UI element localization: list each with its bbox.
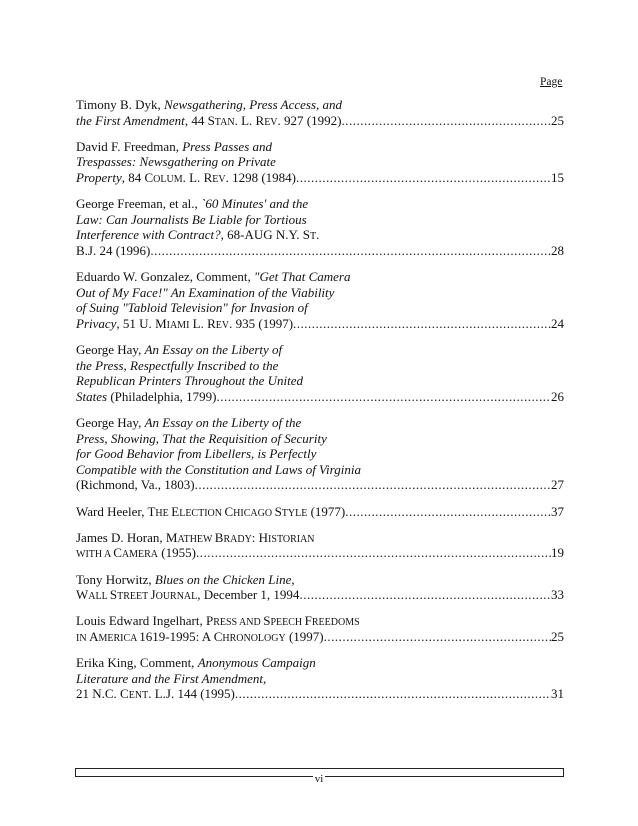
entry-last-line: 21 N.C. CENT. L.J. 144 (1995) ..... 31 <box>76 686 564 702</box>
entry-line: George Hay, An Essay on the Liberty of the <box>76 415 302 431</box>
page-reference: 33 <box>551 587 564 603</box>
authority-entry <box>76 655 564 702</box>
entry-line: the Press, Respectfully Inscribed to the <box>76 357 279 373</box>
entry-line: Out of My Face!" An Examination of the Viability <box>76 284 335 300</box>
dot-leader <box>296 170 551 186</box>
dot-leader <box>195 477 551 493</box>
entry-line: Timony B. Dyk, Newsgathering, Press Access, and <box>76 97 343 112</box>
entry-last-line: the First Amendment, 44 STAN. L. REV. 927 (1992) ..... 25 <box>76 113 564 129</box>
entry-line: Louis Edward Ingelhart, PRESS AND SPEECH FREEDOMS <box>76 613 360 629</box>
entry-line: George Hay, An Essay on the Liberty of <box>76 342 283 358</box>
page-reference: 15 <box>551 169 564 185</box>
entry-line: David F. Freedman, Press Passes and <box>76 138 272 154</box>
dot-leader <box>324 629 551 645</box>
entry-line: Literature and the First Amendment, <box>76 670 267 686</box>
dot-leader <box>341 113 551 129</box>
authority-entry <box>76 613 564 644</box>
dot-leader <box>345 504 551 520</box>
page-reference: 28 <box>551 242 564 258</box>
dot-leader <box>150 243 551 259</box>
entry-line: James D. Horan, MATHEW BRADY: HISTORIAN <box>76 529 315 545</box>
page-reference: 37 <box>551 503 564 519</box>
entry-last-line: B.J. 24 (1996) ..... 28 <box>76 243 564 259</box>
entry-last-line: IN AMERICA 1619-1995: A CHRONOLOGY (1997) ..... 25 <box>76 629 564 645</box>
entry-last-line: States (Philadelphia, 1799) ..... 26 <box>76 389 564 405</box>
page-reference: 31 <box>551 686 564 702</box>
entry-last-line: Ward Heeler, THE ELECTION CHICAGO STYLE (1977) ..... 37 <box>76 504 564 520</box>
entry-line: of Suing "Tabloid Television" for Invasion of <box>76 300 308 316</box>
authority-entry <box>76 504 564 520</box>
entry-last-line: (Richmond, Va., 1803) ..... 27 <box>76 477 564 493</box>
entry-last-line: WITH A CAMERA (1955) ..... 19 <box>76 545 564 561</box>
entry-line: Erika King, Comment, Anonymous Campaign <box>76 655 316 671</box>
entry-line: Law: Can Journalists Be Liable for Tortious <box>76 211 307 227</box>
dot-leader <box>216 389 551 405</box>
entry-line: Tony Horwitz, Blues on the Chicken Line, <box>76 571 295 587</box>
entry-line: George Freeman, et al., `60 Minutes' and the <box>76 196 309 212</box>
page-reference: 27 <box>551 477 564 493</box>
page-reference: 25 <box>551 112 564 128</box>
entry-last-line: Privacy, 51 U. MIAMI L. REV. 935 (1997) ..... 24 <box>76 316 564 332</box>
dot-leader <box>235 686 551 702</box>
dot-leader <box>293 316 551 332</box>
authority-entry <box>76 269 564 331</box>
entry-line: Trespasses: Newsgathering on Private <box>76 154 276 170</box>
page-reference: 26 <box>551 388 564 404</box>
dot-leader <box>299 587 551 603</box>
authority-entry <box>76 572 564 603</box>
entry-line: Interference with Contract?, 68-AUG N.Y. ST. <box>76 227 320 243</box>
authority-entry <box>76 342 564 404</box>
page-column-heading: Page <box>540 76 563 88</box>
entry-line: Press, Showing, That the Requisition of Security <box>76 430 327 446</box>
authority-entry <box>76 139 564 186</box>
page-reference: 24 <box>551 315 564 331</box>
dot-leader <box>196 545 551 561</box>
authority-entry <box>76 97 564 128</box>
entry-line: Compatible with the Constitution and Laws of Virginia <box>76 461 361 477</box>
authorities-list <box>76 97 564 713</box>
page-reference: 19 <box>551 545 564 561</box>
authority-entry <box>76 196 564 258</box>
page-reference: 25 <box>551 628 564 644</box>
authority-entry <box>76 415 564 493</box>
page-number: vi <box>314 773 324 785</box>
authority-entry <box>76 530 564 561</box>
entry-line: Republican Printers Throughout the United <box>76 373 303 389</box>
entry-line: Eduardo W. Gonzalez, Comment, "Get That Camera <box>76 269 351 285</box>
entry-last-line: WALL STREET JOURNAL, December 1, 1994 ..... 33 <box>76 587 564 603</box>
entry-last-line: Property, 84 COLUM. L. REV. 1298 (1984) ..... 15 <box>76 170 564 186</box>
entry-line: for Good Behavior from Libellers, is Perfectly <box>76 446 317 462</box>
